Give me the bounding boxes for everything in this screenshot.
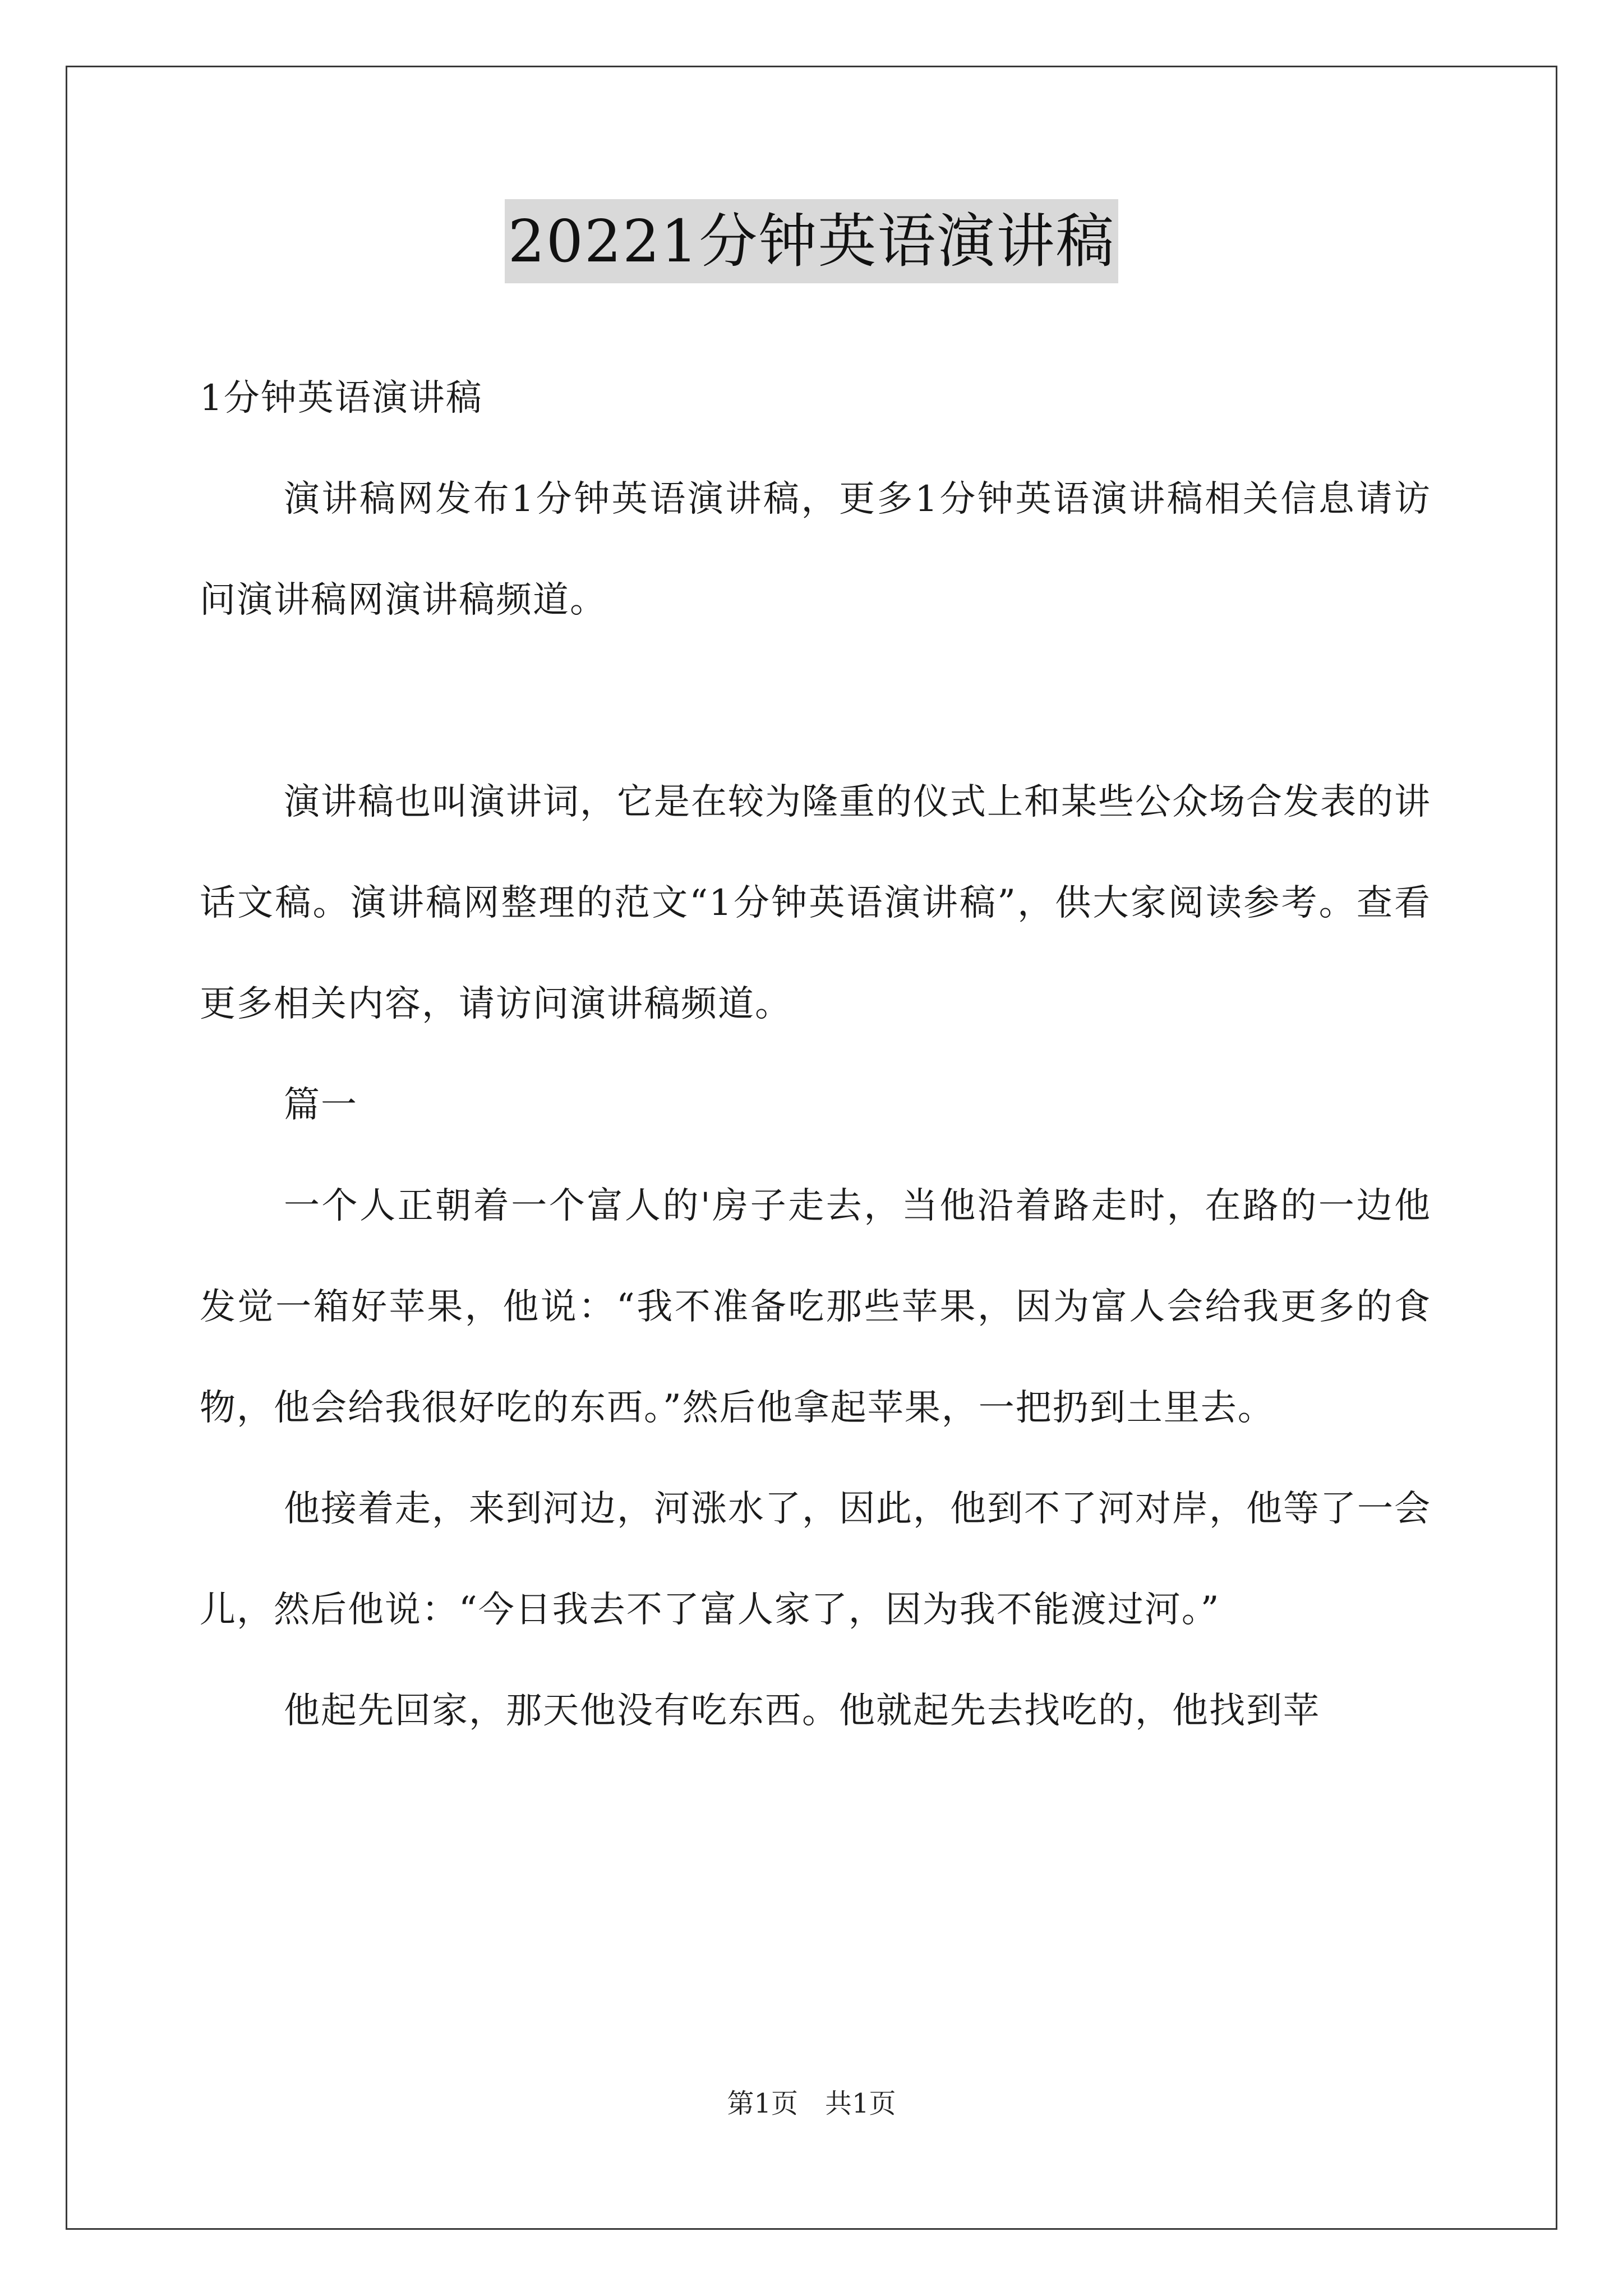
document-title: 20221分钟英语演讲稿 [505, 199, 1119, 283]
section-heading: 篇一 [284, 1084, 358, 1126]
page-footer [0, 2087, 1623, 2120]
subtitle-paragraph: 1分钟英语演讲稿 [200, 378, 483, 419]
page-total: 共1页 [825, 2088, 896, 2119]
page-number: 第1页 [727, 2088, 798, 2119]
story-paragraph-2: 他接着走，来到河边，河涨水了，因此，他到不了河对岸，他等了一会儿，然后他说：“今日我去不了富人家了，因为我不能渡过河。” [200, 1488, 1431, 1631]
story-paragraph-1: 一个人正朝着一个富人的'房子走去，当他沿着路走时，在路的一边他发觉一箱好苹果，他说：“我不准备吃那些苹果，因为富人会给我更多的食物，他会给我很好吃的东西。”然后他拿起苹果，一把扔到土里去。 [200, 1185, 1431, 1429]
document-body [200, 348, 1431, 1761]
intro-paragraph: 演讲稿网发布1分钟英语演讲稿，更多1分钟英语演讲稿相关信息请访问演讲稿网演讲稿频道。 [200, 478, 1431, 621]
story-paragraph-3: 他起先回家，那天他没有吃东西。他就起先去找吃的，他找到苹 [284, 1690, 1320, 1732]
description-paragraph: 演讲稿也叫演讲词，它是在较为隆重的仪式上和某些公众场合发表的讲话文稿。演讲稿网整理的范文“1分钟英语演讲稿”，供大家阅读参考。查看更多相关内容，请访问演讲稿频道。 [200, 781, 1431, 1025]
title-container [0, 199, 1623, 283]
